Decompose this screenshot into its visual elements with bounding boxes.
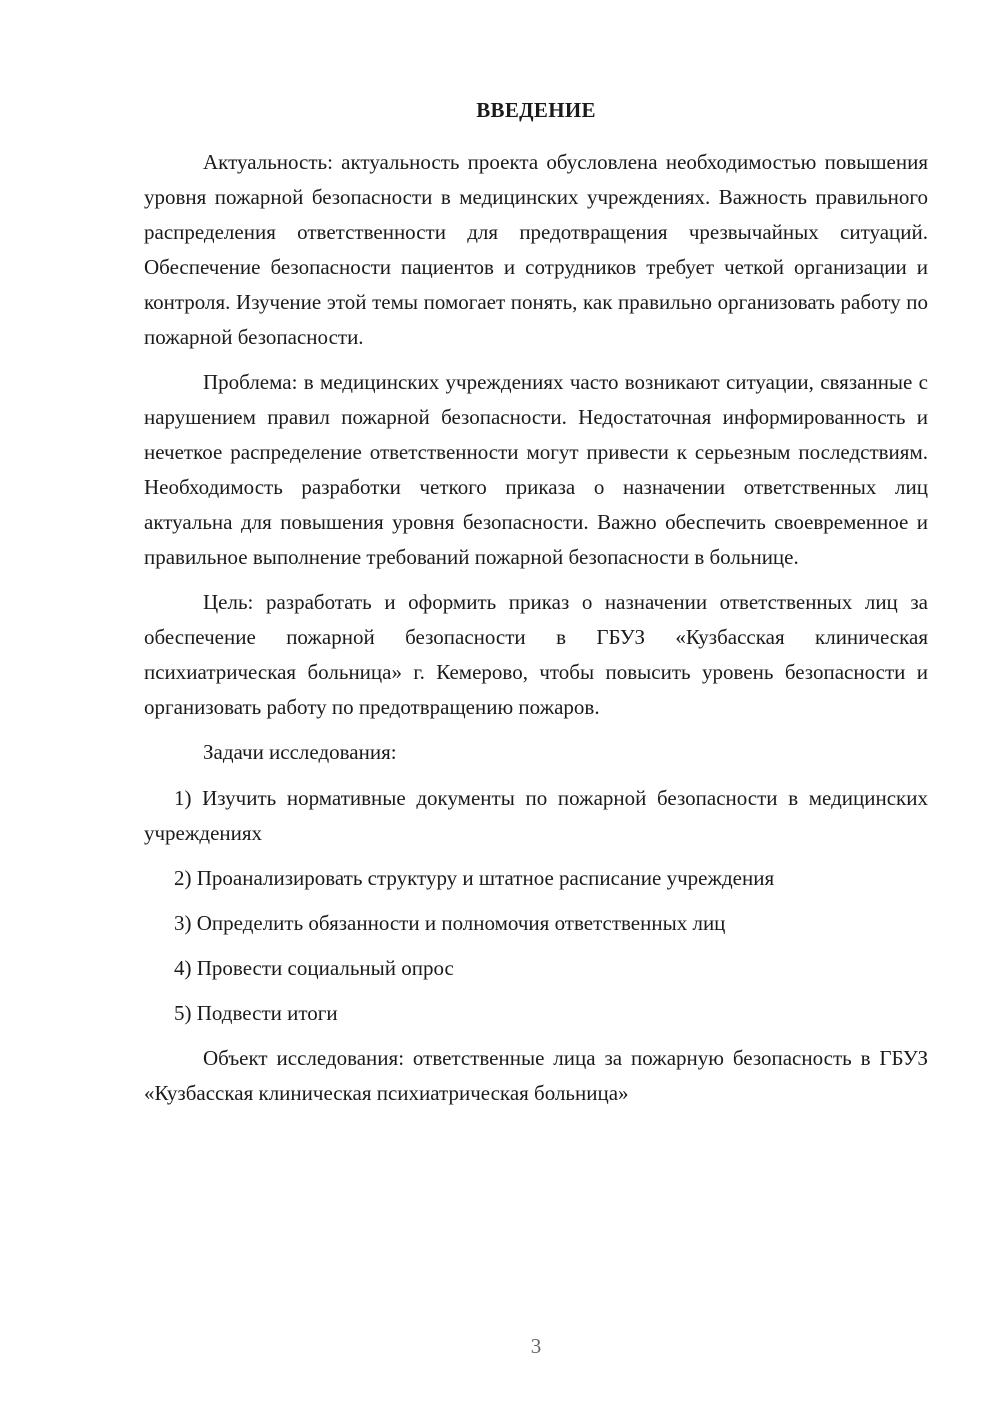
- object-paragraph: Объект исследования: ответственные лица за пожарную безопасность в ГБУЗ «Кузбасская клиническая психиатрическая больница»: [144, 1046, 928, 1105]
- task-item: 4) Провести социальный опрос: [174, 956, 454, 980]
- problem-paragraph: Проблема: в медицинских учреждениях часто возникают ситуации, связанные с нарушением правил пожарной безопасности. Недостаточная информированность и нечеткое распределение ответственности могут привести к серьезным последствиям. Необходимость разработки четкого приказа о назначении ответственных лиц актуальна для повышения уровня безопасности. Важно обеспечить своевременное и правильное выполнение требований пожарной безопасности в больнице.: [144, 370, 928, 569]
- task-item: 3) Определить обязанности и полномочия ответственных лиц: [174, 911, 726, 935]
- goal-paragraph: Цель: разработать и оформить приказ о назначении ответственных лиц за обеспечение пожарной безопасности в ГБУЗ «Кузбасская клиническая психиатрическая больница» г. Кемерово, чтобы повысить уровень безопасности и организовать работу по предотвращению пожаров.: [144, 590, 928, 719]
- section-heading: ВВЕДЕНИЕ: [476, 98, 596, 122]
- task-item: 1) Изучить нормативные документы по пожарной безопасности в медицинских учреждениях: [144, 786, 928, 845]
- relevance-paragraph: Актуальность: актуальность проекта обусловлена необходимостью повышения уровня пожарной безопасности в медицинских учреждениях. Важность правильного распределения ответственности для предотвращения чрезвычайных ситуаций. Обеспечение безопасности пациентов и сотрудников требует четкой организации и контроля. Изучение этой темы помогает понять, как правильно организовать работу по пожарной безопасности.: [144, 150, 928, 349]
- task-item: 2) Проанализировать структуру и штатное расписание учреждения: [174, 866, 775, 890]
- tasks-heading: Задачи исследования:: [203, 740, 397, 764]
- document-page: [144, 92, 928, 1121]
- page-number: 3: [530, 1334, 542, 1358]
- task-item: 5) Подвести итоги: [174, 1001, 338, 1025]
